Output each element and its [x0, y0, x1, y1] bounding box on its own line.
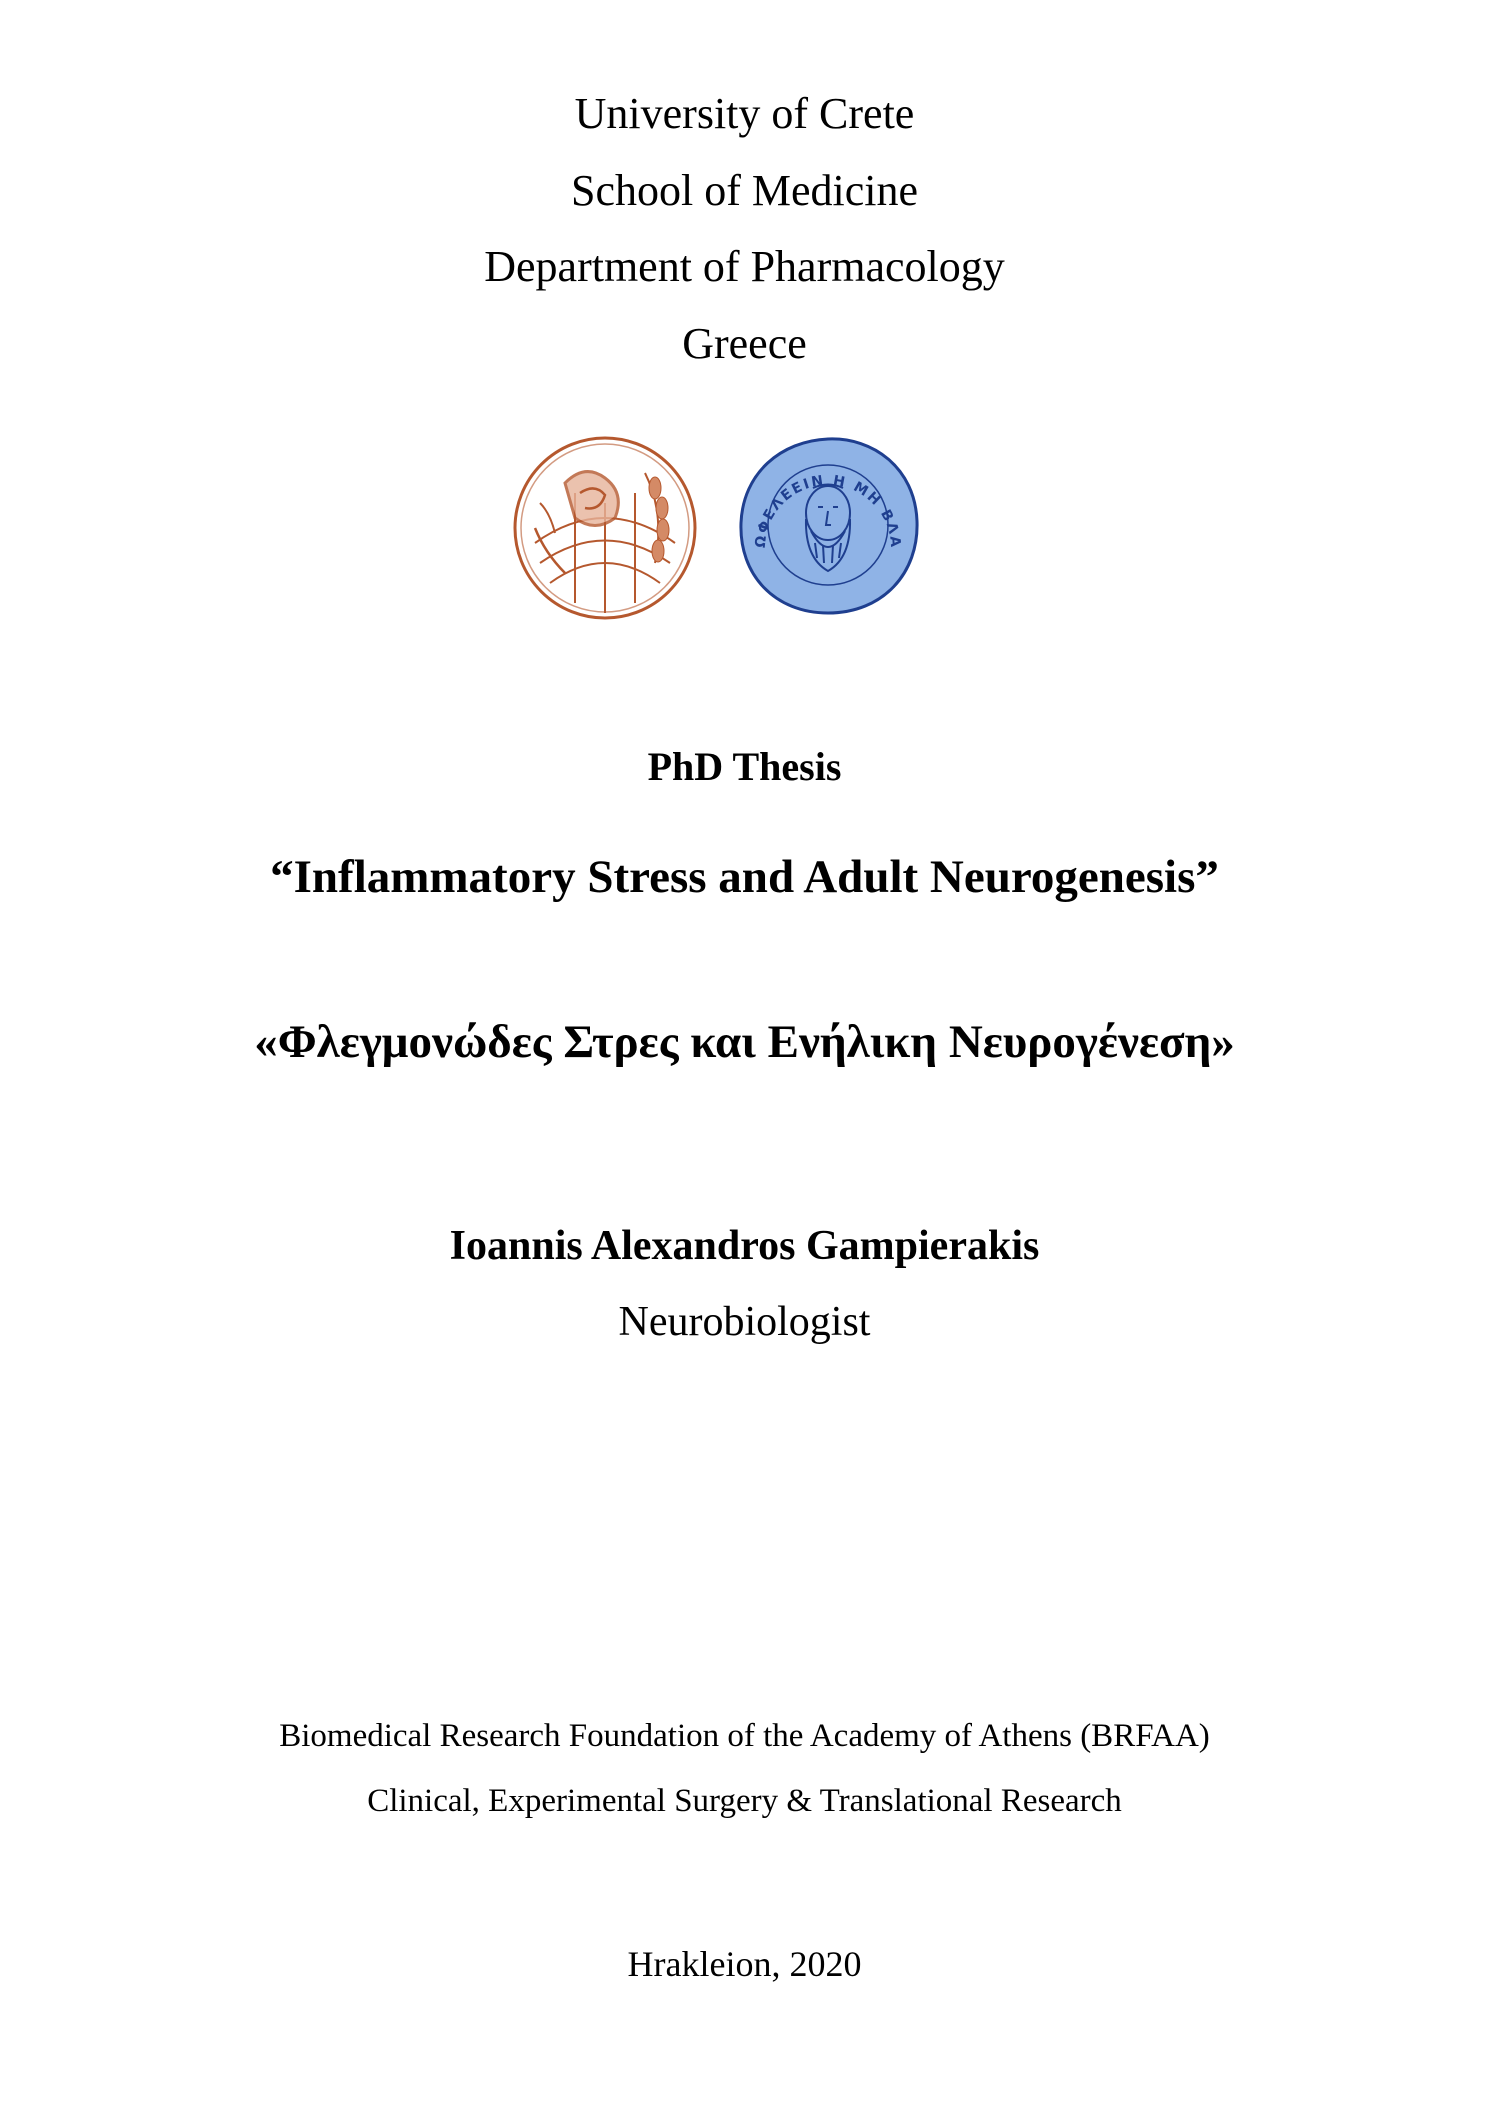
university-of-crete-seal-icon — [505, 433, 705, 623]
thesis-type: PhD Thesis — [647, 744, 842, 789]
place-and-date: Hrakleion, 2020 — [627, 1944, 862, 1984]
school-name: School of Medicine — [570, 166, 919, 215]
institution-name: Biomedical Research Foundation of the Academy of Athens (BRFAA) — [279, 1718, 1210, 1754]
thesis-title-greek: «Φλεγμονώδες Στρες και Ενήλικη Νευρογένεση» — [254, 1016, 1235, 1068]
department-name: Department of Pharmacology — [484, 242, 1005, 291]
seal-inscription: ΩΦΕΛΕΕΙΝ Η ΜΗ ΒΛΑΠΤΕΙΝ — [726, 421, 904, 550]
author-name: Ioannis Alexandros Gampierakis — [449, 1223, 1040, 1269]
thesis-title-english: “Inflammatory Stress and Adult Neurogenesis” — [270, 851, 1219, 903]
university-name: University of Crete — [574, 89, 915, 138]
institution-division: Clinical, Experimental Surgery & Translational Research — [367, 1783, 1122, 1819]
country-name: Greece — [682, 319, 807, 368]
author-role: Neurobiologist — [618, 1299, 871, 1345]
hippocrates-seal-icon — [726, 421, 923, 618]
